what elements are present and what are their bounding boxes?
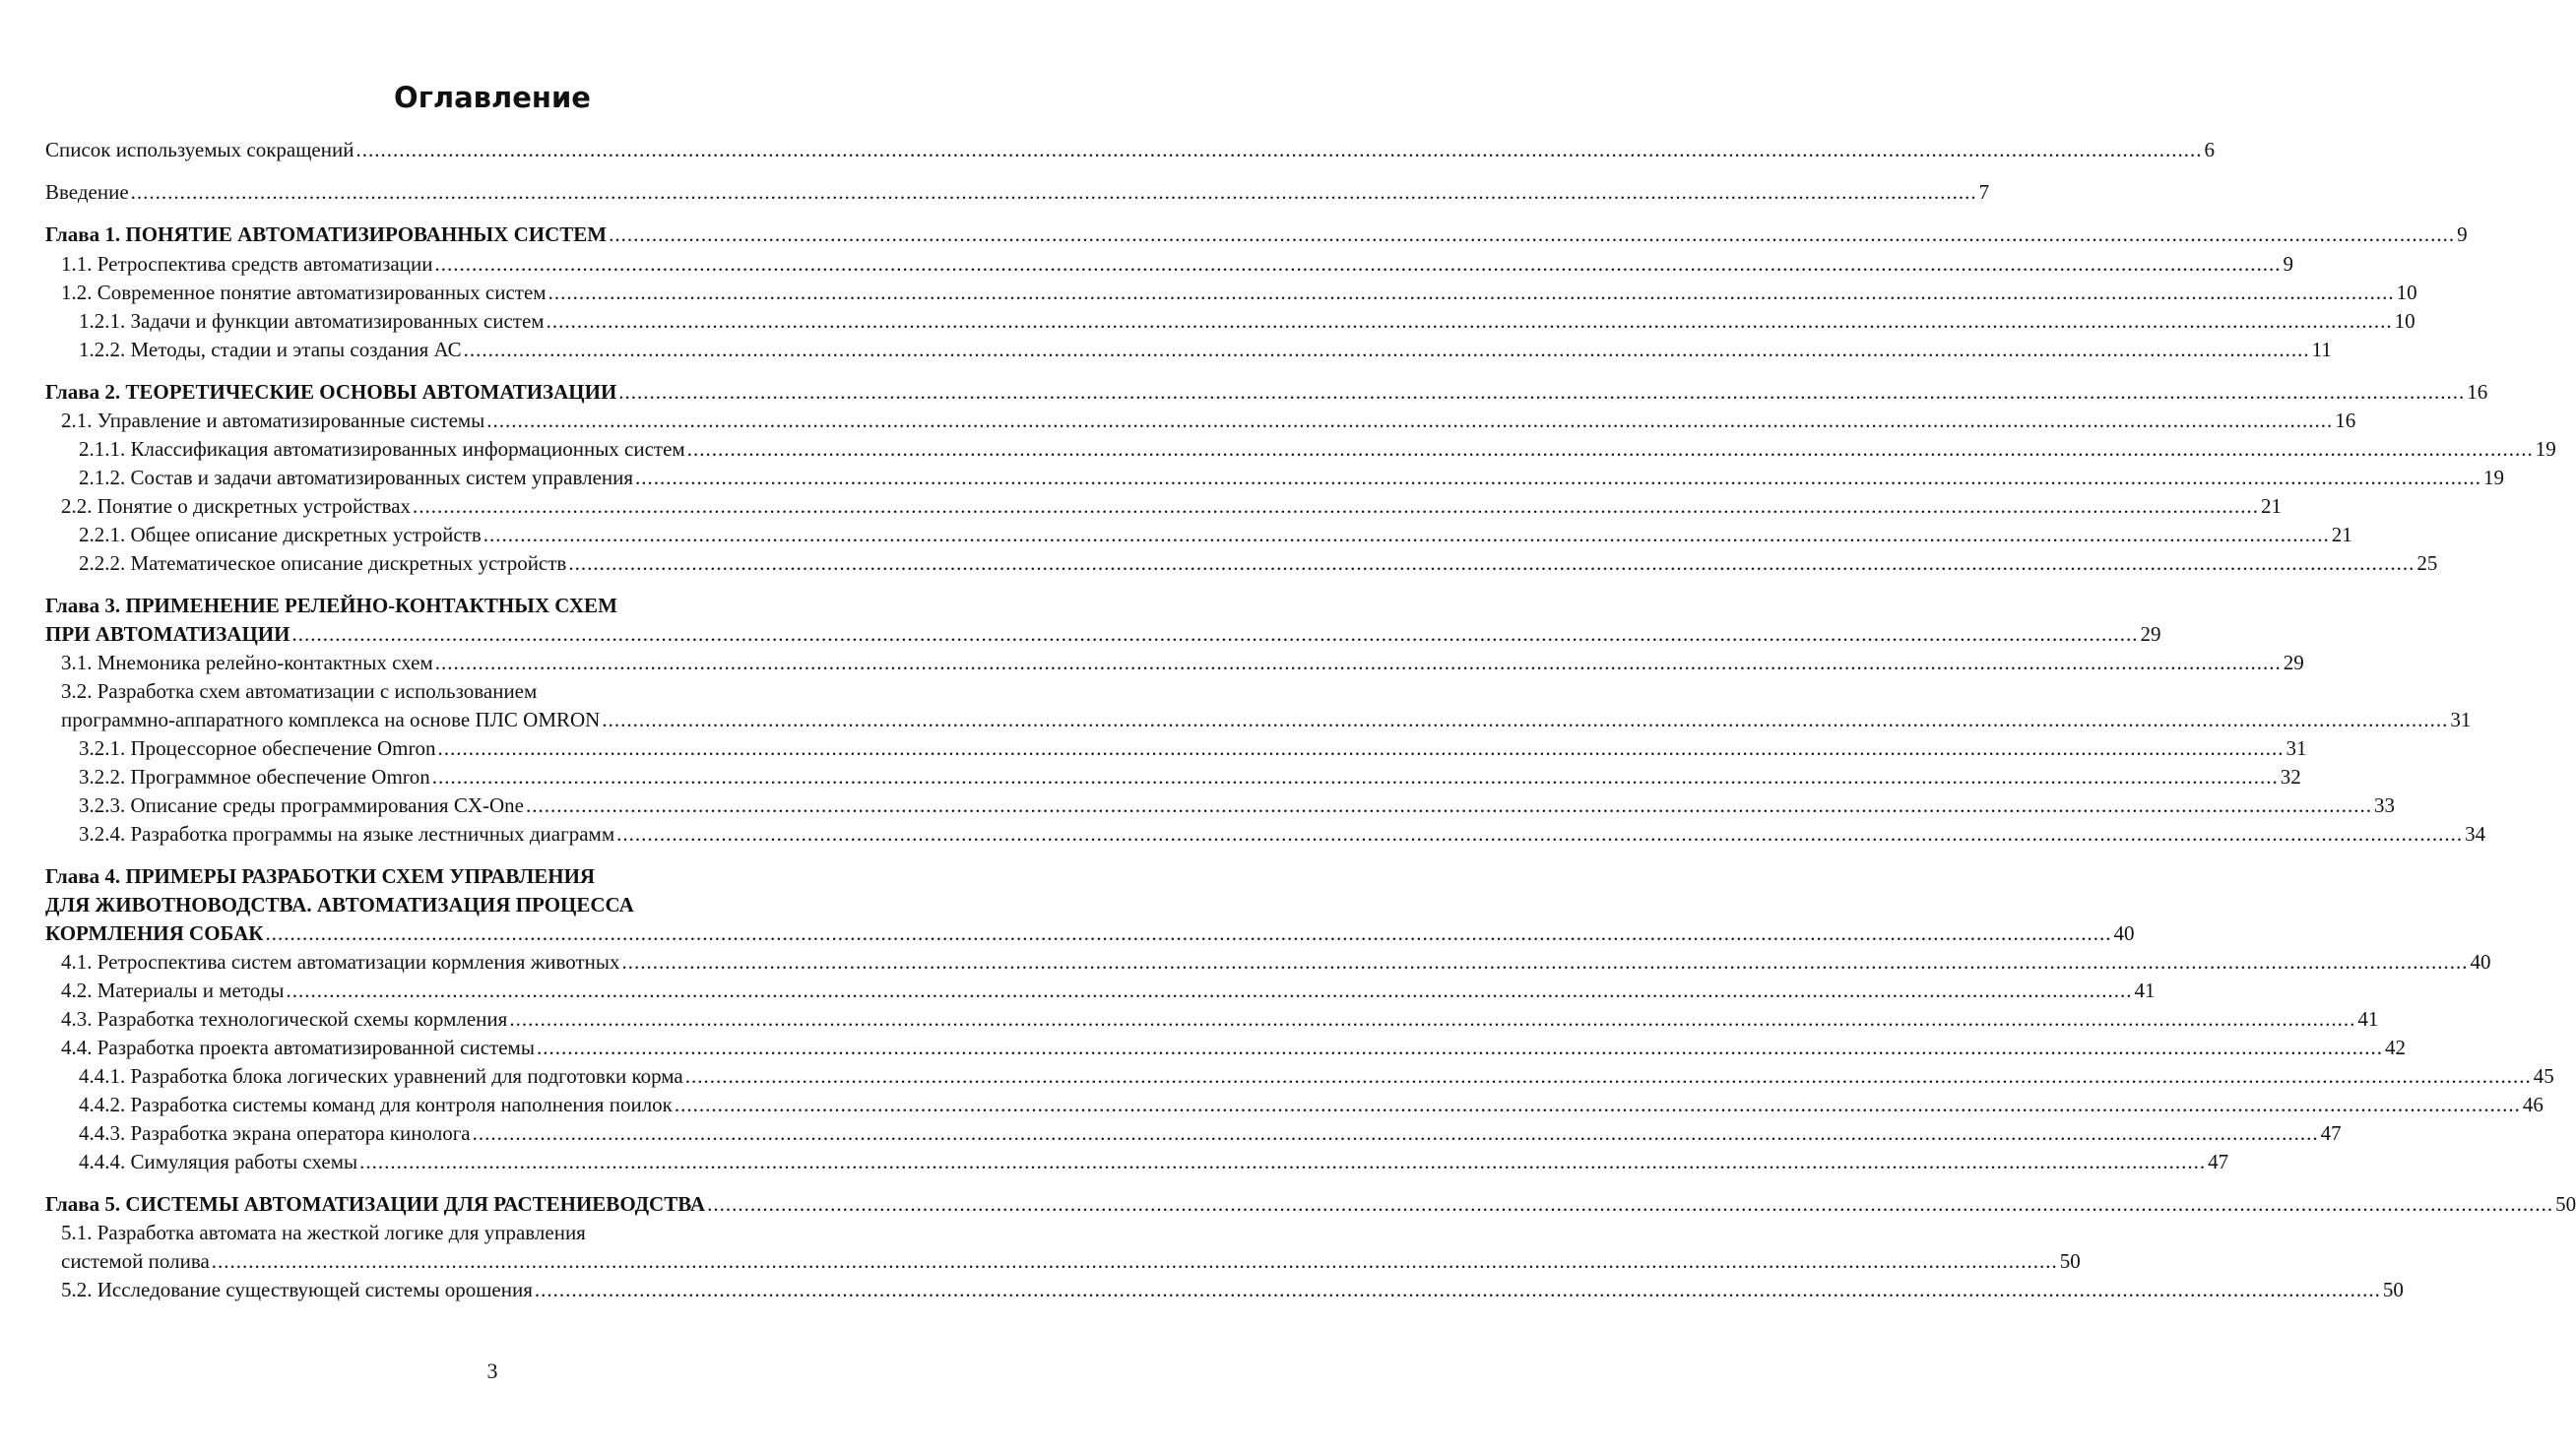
toc-entry	[79, 763, 2301, 791]
dot-leader: ............................................................................................................................................................................................................................................................................................................	[413, 494, 2260, 518]
toc-entry	[79, 549, 2438, 577]
toc-entry-page: 21	[2331, 523, 2352, 546]
dot-leader: ............................................................................................................................................................................................................................................................................................................	[707, 1192, 2554, 1216]
toc-entry-page: 33	[2373, 793, 2395, 817]
toc-entry	[61, 1219, 896, 1246]
toc-entry-title: Глава 1. ПОНЯТИЕ АВТОМАТИЗИРОВАННЫХ СИСТЕМ	[45, 222, 608, 246]
toc-entry-title: 3.2.2. Программное обеспечение Omron	[79, 765, 430, 789]
toc-entry-title: 2.1.2. Состав и задачи автоматизированных систем управления	[79, 466, 634, 489]
toc-entry-page: 9	[2457, 222, 2468, 246]
dot-leader: ............................................................................................................................................................................................................................................................................................................	[265, 921, 2112, 945]
toc-entry-page: 25	[2416, 551, 2438, 575]
toc-entry-page: 45	[2533, 1064, 2554, 1088]
toc-entry	[61, 1005, 2379, 1033]
toc-entry-title: 4.4.1. Разработка блока логических уравнений для подготовки корма	[79, 1064, 683, 1088]
toc-entry-page: 19	[2483, 466, 2505, 489]
toc-entry-title: 2.2. Понятие о дискретных устройствах	[61, 494, 412, 518]
toc-entry-page: 16	[2467, 380, 2488, 404]
toc-entry-page: 21	[2261, 494, 2283, 518]
toc-entry-title: 1.2.2. Методы, стадии и этапы создания АС	[79, 338, 462, 361]
toc-entry	[79, 734, 2307, 762]
toc-entry-title: 5.2. Исследование существующей системы орошения	[61, 1278, 533, 1301]
page-title: Оглавление	[394, 81, 591, 114]
toc-entry-page: 6	[2204, 138, 2215, 161]
dot-leader: ............................................................................................................................................................................................................................................................................................................	[536, 1036, 2383, 1059]
toc-entry	[79, 521, 2352, 548]
toc-entry-page: 32	[2280, 765, 2301, 789]
dot-leader: ............................................................................................................................................................................................................................................................................................................	[525, 793, 2372, 817]
toc-entry	[61, 977, 2156, 1004]
toc-entry	[61, 250, 2293, 278]
dot-leader: ............................................................................................................................................................................................................................................................................................................	[602, 708, 2449, 731]
dot-leader: ............................................................................................................................................................................................................................................................................................................	[355, 138, 2203, 161]
toc-entry-page: 10	[2396, 281, 2417, 304]
toc-entry-title: 4.4.4. Симуляция работы схемы	[79, 1150, 358, 1173]
dot-leader: ............................................................................................................................................................................................................................................................................................................	[609, 222, 2456, 246]
toc-entry	[61, 706, 2472, 733]
dot-leader: ............................................................................................................................................................................................................................................................................................................	[635, 466, 2482, 489]
toc-entry-title: 5.1. Разработка автомата на жесткой логике для управления	[61, 1221, 586, 1244]
toc-entry-page: 41	[2134, 979, 2156, 1002]
toc-entry-title: КОРМЛЕНИЯ СОБАК	[45, 921, 264, 945]
toc-chapter-entry	[45, 1190, 2576, 1218]
toc-entry-title: 3.2.3. Описание среды программирования CX-One	[79, 793, 524, 817]
dot-leader: ............................................................................................................................................................................................................................................................................................................	[472, 1121, 2319, 1145]
toc-entry	[45, 136, 2215, 163]
dot-leader: ............................................................................................................................................................................................................................................................................................................	[568, 551, 2415, 575]
dot-leader: ............................................................................................................................................................................................................................................................................................................	[621, 950, 2469, 974]
toc-entry-page: 31	[2286, 736, 2307, 760]
toc-entry-page: 9	[2283, 252, 2293, 276]
toc-entry-page: 29	[2140, 622, 2161, 646]
toc-chapter-entry	[45, 891, 896, 918]
toc-entry-page: 40	[2470, 950, 2491, 974]
toc-entry	[79, 791, 2395, 819]
toc-entry-title: 4.1. Ретроспектива систем автоматизации кормления животных	[61, 950, 620, 974]
toc-entry-title: ПРИ АВТОМАТИЗАЦИИ	[45, 622, 290, 646]
toc-chapter-entry	[45, 592, 896, 619]
toc-entry-title: 4.4. Разработка проекта автоматизированной системы	[61, 1036, 535, 1059]
toc-entry-page: 47	[2320, 1121, 2342, 1145]
toc-entry-title: 2.2.2. Математическое описание дискретных устройств	[79, 551, 567, 575]
toc-entry-title: 4.4.2. Разработка системы команд для контроля наполнения поилок	[79, 1093, 673, 1116]
toc-entry-title: 1.2. Современное понятие автоматизированных систем	[61, 281, 547, 304]
dot-leader: ............................................................................................................................................................................................................................................................................................................	[291, 622, 2139, 646]
toc-entry-page: 10	[2394, 309, 2415, 333]
toc-entry	[61, 1247, 2081, 1275]
toc-entry-title: 1.2.1. Задачи и функции автоматизированных систем	[79, 309, 545, 333]
dot-leader: ............................................................................................................................................................................................................................................................................................................	[211, 1249, 2058, 1273]
toc-entry-title: системой полива	[61, 1249, 210, 1273]
toc-entry-page: 19	[2535, 437, 2556, 461]
dot-leader: ............................................................................................................................................................................................................................................................................................................	[486, 409, 2334, 432]
dot-leader: ............................................................................................................................................................................................................................................................................................................	[359, 1150, 2207, 1173]
toc-chapter-entry	[45, 620, 2161, 648]
toc-entry	[61, 407, 2356, 434]
dot-leader: ............................................................................................................................................................................................................................................................................................................	[463, 338, 2310, 361]
toc-entry-title: Глава 4. ПРИМЕРЫ РАЗРАБОТКИ СХЕМ УПРАВЛЕНИЯ	[45, 864, 596, 888]
toc-entry	[79, 307, 2415, 335]
toc-entry	[61, 649, 2304, 676]
dot-leader: ............................................................................................................................................................................................................................................................................................................	[437, 736, 2285, 760]
toc-entry-title: 3.2. Разработка схем автоматизации с использованием	[61, 679, 538, 703]
toc-chapter-entry	[45, 919, 2135, 947]
toc-entry-page: 40	[2113, 921, 2135, 945]
toc-entry-page: 11	[2311, 338, 2332, 361]
toc-entry-page: 16	[2335, 409, 2356, 432]
toc-chapter-entry	[45, 378, 2488, 406]
toc-entry-title: 4.4.3. Разработка экрана оператора кинолога	[79, 1121, 471, 1145]
toc-entry	[79, 1091, 2544, 1118]
toc-entry-title: 2.2.1. Общее описание дискретных устройств	[79, 523, 482, 546]
dot-leader: ............................................................................................................................................................................................................................................................................................................	[434, 252, 2282, 276]
toc-entry	[79, 336, 2332, 363]
toc-entry-page: 31	[2450, 708, 2472, 731]
toc-entry-page: 47	[2208, 1150, 2229, 1173]
dot-leader: ............................................................................................................................................................................................................................................................................................................	[130, 180, 1977, 204]
toc-entry-title: 3.2.1. Процессорное обеспечение Omron	[79, 736, 436, 760]
toc-entry-title: 4.2. Материалы и методы	[61, 979, 285, 1002]
toc-entry-title: 3.2.4. Разработка программы на языке лестничных диаграмм	[79, 822, 615, 846]
toc-entry-page: 34	[2465, 822, 2486, 846]
dot-leader: ............................................................................................................................................................................................................................................................................................................	[509, 1007, 2356, 1031]
toc-chapter-entry	[45, 862, 896, 890]
toc-entry-page: 46	[2522, 1093, 2544, 1116]
toc-entry-title: Глава 5. СИСТЕМЫ АВТОМАТИЗАЦИИ ДЛЯ РАСТЕНИЕВОДСТВА	[45, 1192, 706, 1216]
toc-entry-title: 4.3. Разработка технологической схемы кормления	[61, 1007, 508, 1031]
toc-entry-title: программно-аппаратного комплекса на основе ПЛС OMRON	[61, 708, 601, 731]
dot-leader: ............................................................................................................................................................................................................................................................................................................	[431, 765, 2279, 789]
toc-entry-title: 2.1. Управление и автоматизированные системы	[61, 409, 485, 432]
toc-entry	[79, 1148, 2229, 1175]
dot-leader: ............................................................................................................................................................................................................................................................................................................	[534, 1278, 2381, 1301]
toc-entry-page: 41	[2357, 1007, 2379, 1031]
dot-leader: ............................................................................................................................................................................................................................................................................................................	[674, 1093, 2521, 1116]
toc-entry	[61, 279, 2417, 306]
toc-entry-title: Введение	[45, 180, 129, 204]
toc-entry	[61, 948, 2491, 976]
toc-entry-page: 29	[2283, 651, 2304, 674]
toc-entry	[79, 464, 2505, 491]
toc-entry	[79, 435, 2556, 463]
toc-entry-title: ДЛЯ ЖИВОТНОВОДСТВА. АВТОМАТИЗАЦИЯ ПРОЦЕССА	[45, 893, 634, 917]
toc-entry	[79, 1062, 2554, 1090]
toc-entry	[45, 178, 1990, 206]
toc-entry	[79, 1119, 2342, 1147]
toc-entry-title: 3.1. Мнемоника релейно-контактных схем	[61, 651, 433, 674]
dot-leader: ............................................................................................................................................................................................................................................................................................................	[286, 979, 2133, 1002]
toc-entry-title: Глава 2. ТЕОРЕТИЧЕСКИЕ ОСНОВЫ АВТОМАТИЗАЦИИ	[45, 380, 617, 404]
dot-leader: ............................................................................................................................................................................................................................................................................................................	[547, 281, 2395, 304]
toc-entry	[61, 677, 896, 705]
dot-leader: ............................................................................................................................................................................................................................................................................................................	[684, 1064, 2532, 1088]
toc-entry	[79, 820, 2486, 848]
toc-entry-title: Список используемых сокращений	[45, 138, 354, 161]
toc-entry	[61, 1276, 2404, 1303]
toc-entry-page: 50	[2382, 1278, 2404, 1301]
dot-leader: ............................................................................................................................................................................................................................................................................................................	[546, 309, 2393, 333]
dot-leader: ............................................................................................................................................................................................................................................................................................................	[618, 380, 2466, 404]
dot-leader: ............................................................................................................................................................................................................................................................................................................	[483, 523, 2330, 546]
toc-entry-page: 50	[2059, 1249, 2081, 1273]
toc-entry	[61, 492, 2283, 520]
toc-entry-page: 50	[2555, 1192, 2576, 1216]
toc-entry-page: 42	[2384, 1036, 2406, 1059]
toc-entry-page: 7	[1978, 180, 1990, 204]
toc-entry	[61, 1034, 2406, 1061]
dot-leader: ............................................................................................................................................................................................................................................................................................................	[616, 822, 2464, 846]
dot-leader: ............................................................................................................................................................................................................................................................................................................	[434, 651, 2282, 674]
toc-entry-title: 1.1. Ретроспектива средств автоматизации	[61, 252, 433, 276]
toc-entry-title: 2.1.1. Классификация автоматизированных информационных систем	[79, 437, 685, 461]
dot-leader: ............................................................................................................................................................................................................................................................................................................	[686, 437, 2534, 461]
toc-entry-title: Глава 3. ПРИМЕНЕНИЕ РЕЛЕЙНО-КОНТАКТНЫХ СХЕМ	[45, 594, 617, 617]
page-number: 3	[486, 1359, 498, 1383]
toc-chapter-entry	[45, 221, 2468, 248]
